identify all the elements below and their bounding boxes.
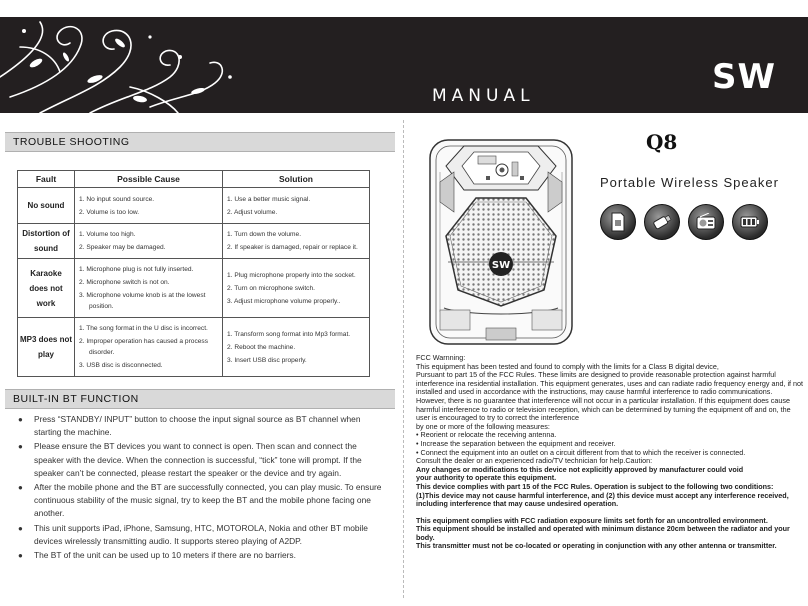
- list-item: 3. USB disc is disconnected.: [79, 362, 163, 369]
- cause-cell: [75, 318, 223, 377]
- list-item: 1. No input sound source.: [79, 195, 155, 203]
- col-solution: Solution: [223, 171, 370, 188]
- table-row: [18, 224, 370, 259]
- list-item: 1. Volume too high.: [79, 231, 136, 238]
- fcc-line: This device complies with part 15 of the FCC Rules. Operation is subject to the following two conditions:: [416, 481, 774, 491]
- list-item: 2. If speaker is damaged, repair or replace it.: [227, 244, 358, 251]
- solution-cell: [223, 224, 370, 259]
- list-item: 1. Plug microphone properly into the socket.: [227, 271, 356, 279]
- fault-cell: No sound: [18, 188, 75, 224]
- list-item: ● The BT of the unit can be used up to 10 meters if there are no barriers.: [18, 549, 388, 562]
- speaker-logo: SW: [491, 260, 511, 271]
- cause-cell: [75, 224, 223, 259]
- list-item: 3. Insert USB disc properly.: [227, 356, 307, 364]
- table-row: [18, 259, 370, 318]
- fcc-line: • Connect the equipment into an outlet on a circuit different from that to which the receiver is connected.: [416, 447, 746, 457]
- fcc-line: This equipment has been tested and found to comply with the limits for a Class B digital device,: [416, 361, 719, 371]
- model-name: Q8: [646, 130, 678, 154]
- list-item: 2. Reboot the machine.: [227, 343, 296, 351]
- fcc-line: Pursuant to part 15 of the FCC Rules. These limits are designed to provide reasonable protection against harmful interference ina residential installation. This equipment generates, uses and can radiate radio frequency energy and, if not installed and used in accordance with the instructions, may cause harmful interference to radio communications. However, there is no guarantee that interference will not occur in a particular installation. If this equipment does cause harmful interference to radio or television reception, which can be determined by turning the equipment off and on, the user is encouraged to try to correct the interference: [416, 370, 804, 423]
- fcc-line: This transmitter must not be co-located or operating in conjunction with any other antenna or transmitter.: [416, 541, 777, 551]
- list-item: 2. Volume is too low.: [79, 208, 140, 216]
- fcc-line: your authority to operate this equipment.: [416, 473, 557, 483]
- fault-cell: Distortion of sound: [18, 224, 75, 259]
- product-subtitle: Portable Wireless Speaker: [600, 175, 779, 190]
- fault-cell: Karaoke does not work: [18, 259, 75, 318]
- bt-instructions-list: [18, 413, 388, 563]
- fcc-line: • Increase the separation between the equipment and receiver.: [416, 438, 616, 448]
- fcc-line: FCC Warnning:: [416, 353, 466, 362]
- bt-function-title: BUILT-IN BT FUNCTION: [13, 393, 139, 405]
- fcc-statement: [416, 354, 804, 551]
- usb-drive-icon: [644, 204, 680, 240]
- list-item: ● After the mobile phone and the BT are successfully connected, you can play music. To ensure continuous stability of the music signal, try to keep the BT and the mobile phone facing one another.: [18, 481, 388, 521]
- fcc-line: by one or more of the following measures:: [416, 421, 550, 431]
- fault-cell: MP3 does not play: [18, 318, 75, 377]
- table-header-row: [18, 171, 370, 188]
- feature-icons: [600, 204, 768, 240]
- list-item: 1. Transform song format into Mp3 format.: [227, 330, 351, 338]
- list-item: 1. Microphone plug is not fully inserted.: [79, 266, 194, 273]
- fcc-line: Consult the dealer or an experienced radio/TV technician for help.Caution:: [416, 456, 653, 466]
- table-row: [18, 318, 370, 377]
- cause-cell: [75, 188, 223, 224]
- cause-cell: [75, 259, 223, 318]
- table-row: [18, 188, 370, 224]
- solution-cell: [223, 188, 370, 224]
- fcc-line: This equipment should be installed and operated with minimum distance 20cm between the radiator and your body.: [416, 524, 790, 542]
- fcc-line: This equipment complies with FCC radiation exposure limits set forth for an uncontrolled environment.: [416, 515, 768, 525]
- floral-swirl-ornament: [0, 17, 260, 113]
- sd-card-icon: [600, 204, 636, 240]
- brand-logo: SW: [712, 57, 776, 97]
- col-possible-cause: Possible Cause: [75, 171, 223, 188]
- header-banner: [0, 17, 808, 113]
- fcc-line: Any changes or modifications to this device not explicitly approved by manufacturer could void: [416, 464, 744, 474]
- solution-cell: [223, 318, 370, 377]
- battery-icon: [732, 204, 768, 240]
- trouble-shooting-title: TROUBLE SHOOTING: [13, 136, 130, 148]
- trouble-shooting-heading: [5, 132, 395, 152]
- list-item: 2. Turn on microphone switch.: [227, 284, 315, 292]
- list-item: 2. Improper operation has caused a process disorder.: [79, 338, 209, 356]
- list-item: ● Press “STANDBY/ INPUT” button to choose the input signal source as BT channel when starting the machine.: [18, 413, 388, 439]
- list-item: 2. Speaker may be damaged.: [79, 244, 166, 251]
- page-divider: [403, 120, 404, 598]
- fcc-line: • Reorient or relocate the receiving antenna.: [416, 430, 557, 440]
- list-item: 2. Microphone switch is not on.: [79, 279, 170, 286]
- col-fault: Fault: [18, 171, 75, 188]
- trouble-shooting-table: [17, 170, 370, 377]
- list-item: ● Please ensure the BT devices you want to connect is open. Then scan and connect the speaker with the device. When the connection is successful, “tick” tone will prompt. If the speaker can’t be connected, please restart the speaker or the device and try again.: [18, 440, 388, 480]
- speaker-illustration: [426, 132, 576, 352]
- list-item: ● This unit supports iPad, iPhone, Samsung, HTC, MOTOROLA, Nokia and other BT mobile devices wirelessly transmitting audio. It supports stereo playing of A2DP.: [18, 522, 388, 548]
- list-item: 1. Use a better music signal.: [227, 195, 311, 203]
- list-item: 2. Adjust volume.: [227, 208, 278, 216]
- list-item: 3. Microphone volume knob is at the lowest position.: [79, 292, 206, 310]
- bt-function-heading: [5, 389, 395, 409]
- list-item: 1. Turn down the volume.: [227, 231, 302, 238]
- list-item: 3. Adjust microphone volume properly..: [227, 297, 341, 305]
- fcc-line: (1)This device may not cause harmful interference, and (2) this device must accept any interference received, including interference that may cause undesired operation.: [416, 490, 789, 509]
- solution-cell: [223, 259, 370, 318]
- manual-title: MANUAL: [432, 86, 535, 106]
- radio-icon: [688, 204, 724, 240]
- list-item: 1. The song format in the U disc is incorrect.: [79, 325, 208, 332]
